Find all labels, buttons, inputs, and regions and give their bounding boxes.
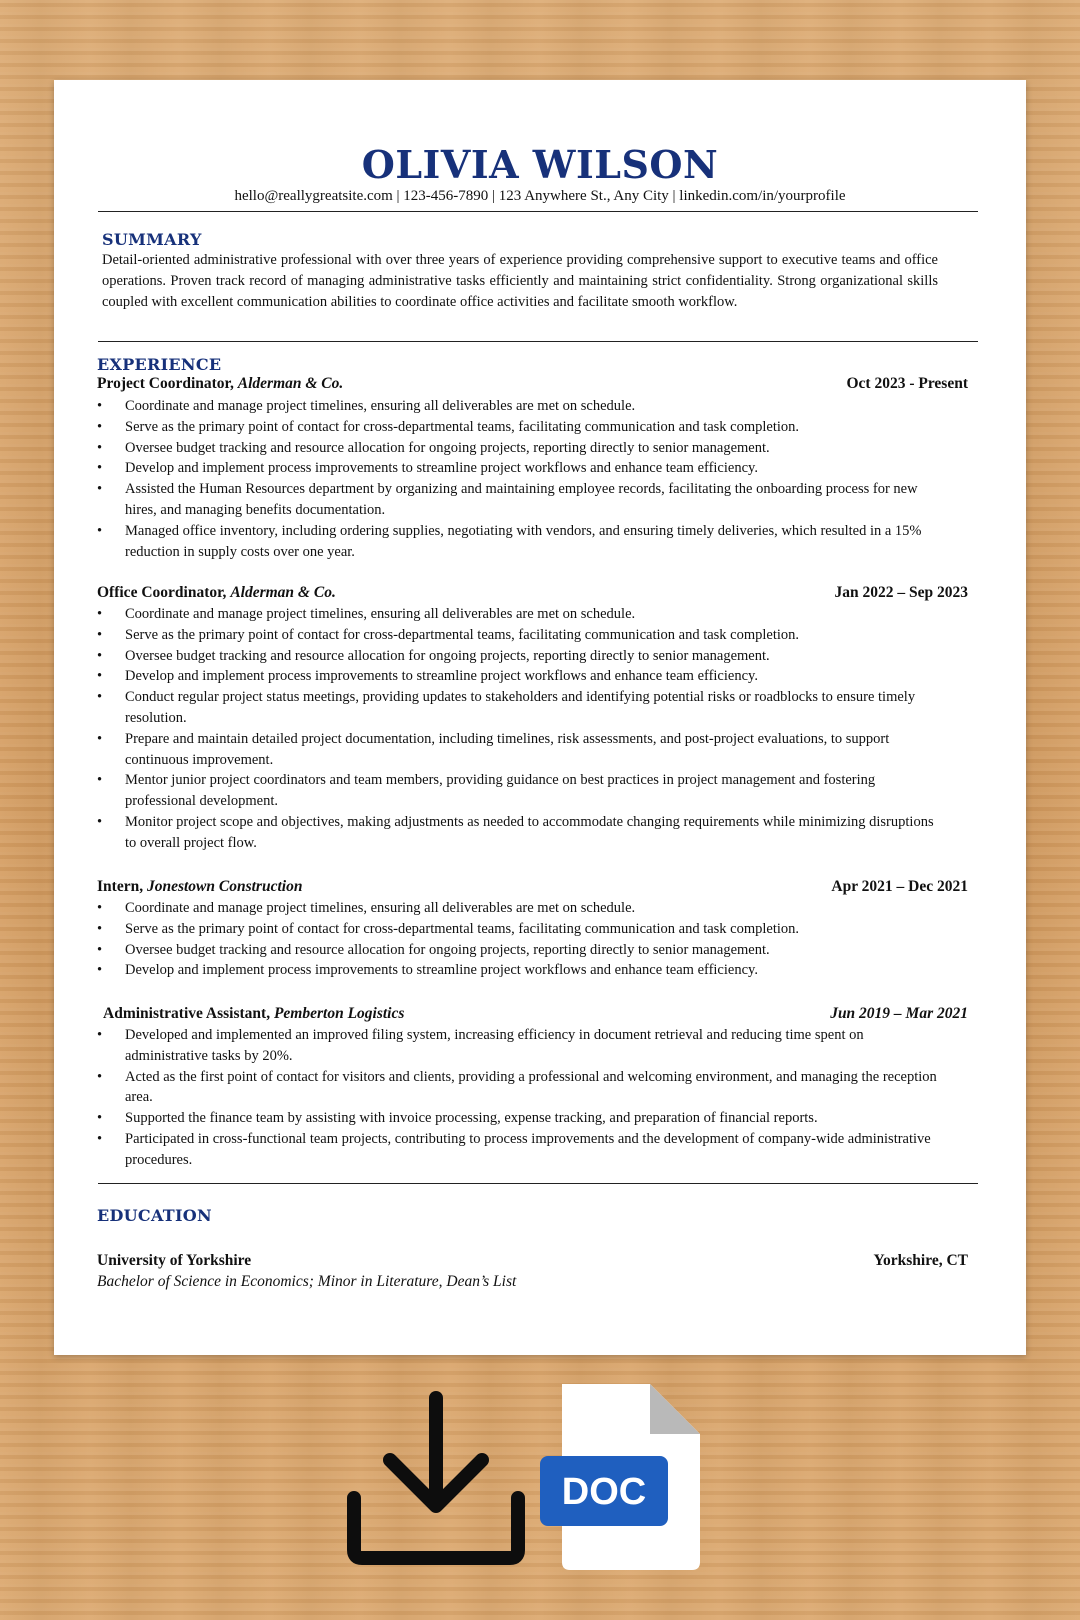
job-bullets bbox=[97, 898, 943, 981]
header-divider bbox=[98, 211, 978, 212]
list-item: • Coordinate and manage project timelines, ensuring all deliverables are met on schedule. bbox=[97, 396, 943, 417]
summary-heading: SUMMARY bbox=[102, 230, 202, 249]
list-item: • Serve as the primary point of contact for cross-departmental teams, facilitating communication and task completion. bbox=[97, 625, 943, 646]
list-item: • Developed and implemented an improved filing system, increasing efficiency in document retrieval and reducing time spent on administrative tasks by 20%. bbox=[97, 1025, 943, 1067]
job-bullets bbox=[97, 604, 943, 854]
list-item: • Develop and implement process improvements to streamline project workflows and enhance team efficiency. bbox=[97, 458, 943, 479]
education-school: University of Yorkshire bbox=[97, 1252, 252, 1269]
job-bullets bbox=[97, 1025, 943, 1171]
job-dates: Oct 2023 - Present bbox=[846, 375, 968, 392]
job-role: Intern, bbox=[97, 878, 144, 895]
job-dates: Apr 2021 – Dec 2021 bbox=[831, 878, 968, 895]
list-item: • Oversee budget tracking and resource allocation for ongoing projects, reporting directly to senior management. bbox=[97, 438, 943, 459]
job-title bbox=[97, 375, 343, 393]
job-title bbox=[97, 878, 302, 896]
list-item: • Assisted the Human Resources department by organizing and maintaining employee records, facilitating the onboarding process for new hires, and managing benefits documentation. bbox=[97, 479, 943, 521]
list-item: • Managed office inventory, including ordering supplies, negotiating with vendors, and ensuring timely deliveries, which resulted in a 15% reduction in supply costs over one year. bbox=[97, 521, 943, 563]
job-company: Jonestown Construction bbox=[146, 878, 303, 895]
job-dates: Jan 2022 – Sep 2023 bbox=[834, 584, 968, 601]
job-role: Project Coordinator, bbox=[97, 375, 234, 392]
list-item: • Monitor project scope and objectives, making adjustments as needed to accommodate changing requirements while minimizing disruptions to overall project flow. bbox=[97, 812, 943, 854]
list-item: • Develop and implement process improvements to streamline project workflows and enhance team efficiency. bbox=[97, 666, 943, 687]
list-item: • Serve as the primary point of contact for cross-departmental teams, facilitating communication and task completion. bbox=[97, 919, 943, 940]
doc-file-icon[interactable] bbox=[538, 1382, 708, 1572]
education-degree: Bachelor of Science in Economics; Minor in Literature, Dean’s List bbox=[97, 1273, 517, 1290]
job-company: Alderman & Co. bbox=[230, 584, 336, 601]
job-bullets bbox=[97, 396, 943, 562]
summary-text: Detail-oriented administrative professional with over three years of experience providing comprehensive support to executive teams and office operations. Proven track record of managing administrative tasks efficiently and maintaining strict confidentiality. Strong organizational skills coupled with excellent communication abilities to coordinate office activities and facilitate smooth workflow. bbox=[102, 252, 938, 310]
job-company: Pemberton Logistics bbox=[273, 1005, 405, 1022]
job-dates: Jun 2019 – Mar 2021 bbox=[830, 1005, 968, 1022]
education-location: Yorkshire, CT bbox=[873, 1252, 968, 1269]
resume-page bbox=[54, 80, 1026, 1355]
resume-name: OLIVIA WILSON bbox=[361, 142, 719, 187]
list-item: • Prepare and maintain detailed project documentation, including timelines, risk assessments, and post-project evaluations, to support continuous improvement. bbox=[97, 729, 943, 771]
list-item: • Acted as the first point of contact for visitors and clients, providing a professional and welcoming environment, and managing the reception area. bbox=[97, 1067, 943, 1109]
education-heading: EDUCATION bbox=[97, 1206, 212, 1225]
experience-divider bbox=[98, 1183, 978, 1184]
job-title bbox=[103, 1005, 404, 1023]
list-item: • Serve as the primary point of contact for cross-departmental teams, facilitating communication and task completion. bbox=[97, 417, 943, 438]
list-item: • Oversee budget tracking and resource allocation for ongoing projects, reporting directly to senior management. bbox=[97, 940, 943, 961]
list-item: • Coordinate and manage project timelines, ensuring all deliverables are met on schedule. bbox=[97, 898, 943, 919]
summary-divider bbox=[98, 341, 978, 342]
list-item: • Oversee budget tracking and resource allocation for ongoing projects, reporting directly to senior management. bbox=[97, 646, 943, 667]
job-company: Alderman & Co. bbox=[237, 375, 344, 392]
list-item: • Mentor junior project coordinators and team members, providing guidance on best practices in project management and fostering professional development. bbox=[97, 770, 943, 812]
download-icon[interactable] bbox=[346, 1390, 526, 1570]
doc-label: DOC bbox=[561, 1471, 647, 1513]
job-role: Office Coordinator, bbox=[97, 584, 227, 601]
job-title bbox=[97, 584, 336, 602]
list-item: • Conduct regular project status meetings, providing updates to stakeholders and identifying potential risks or roadblocks to ensure timely resolution. bbox=[97, 687, 943, 729]
job-role: Administrative Assistant, bbox=[103, 1005, 271, 1022]
experience-heading: EXPERIENCE bbox=[97, 355, 222, 374]
list-item: • Develop and implement process improvements to streamline project workflows and enhance team efficiency. bbox=[97, 960, 943, 981]
list-item: • Coordinate and manage project timelines, ensuring all deliverables are met on schedule. bbox=[97, 604, 943, 625]
list-item: • Supported the finance team by assisting with invoice processing, expense tracking, and preparation of financial reports. bbox=[97, 1108, 943, 1129]
contact-line: hello@reallygreatsite.com | 123-456-7890 | 123 Anywhere St., Any City | linkedin.com/in/yourprofile bbox=[234, 188, 846, 204]
list-item: • Participated in cross-functional team projects, contributing to process improvements and the development of company-wide administrative procedures. bbox=[97, 1129, 943, 1171]
